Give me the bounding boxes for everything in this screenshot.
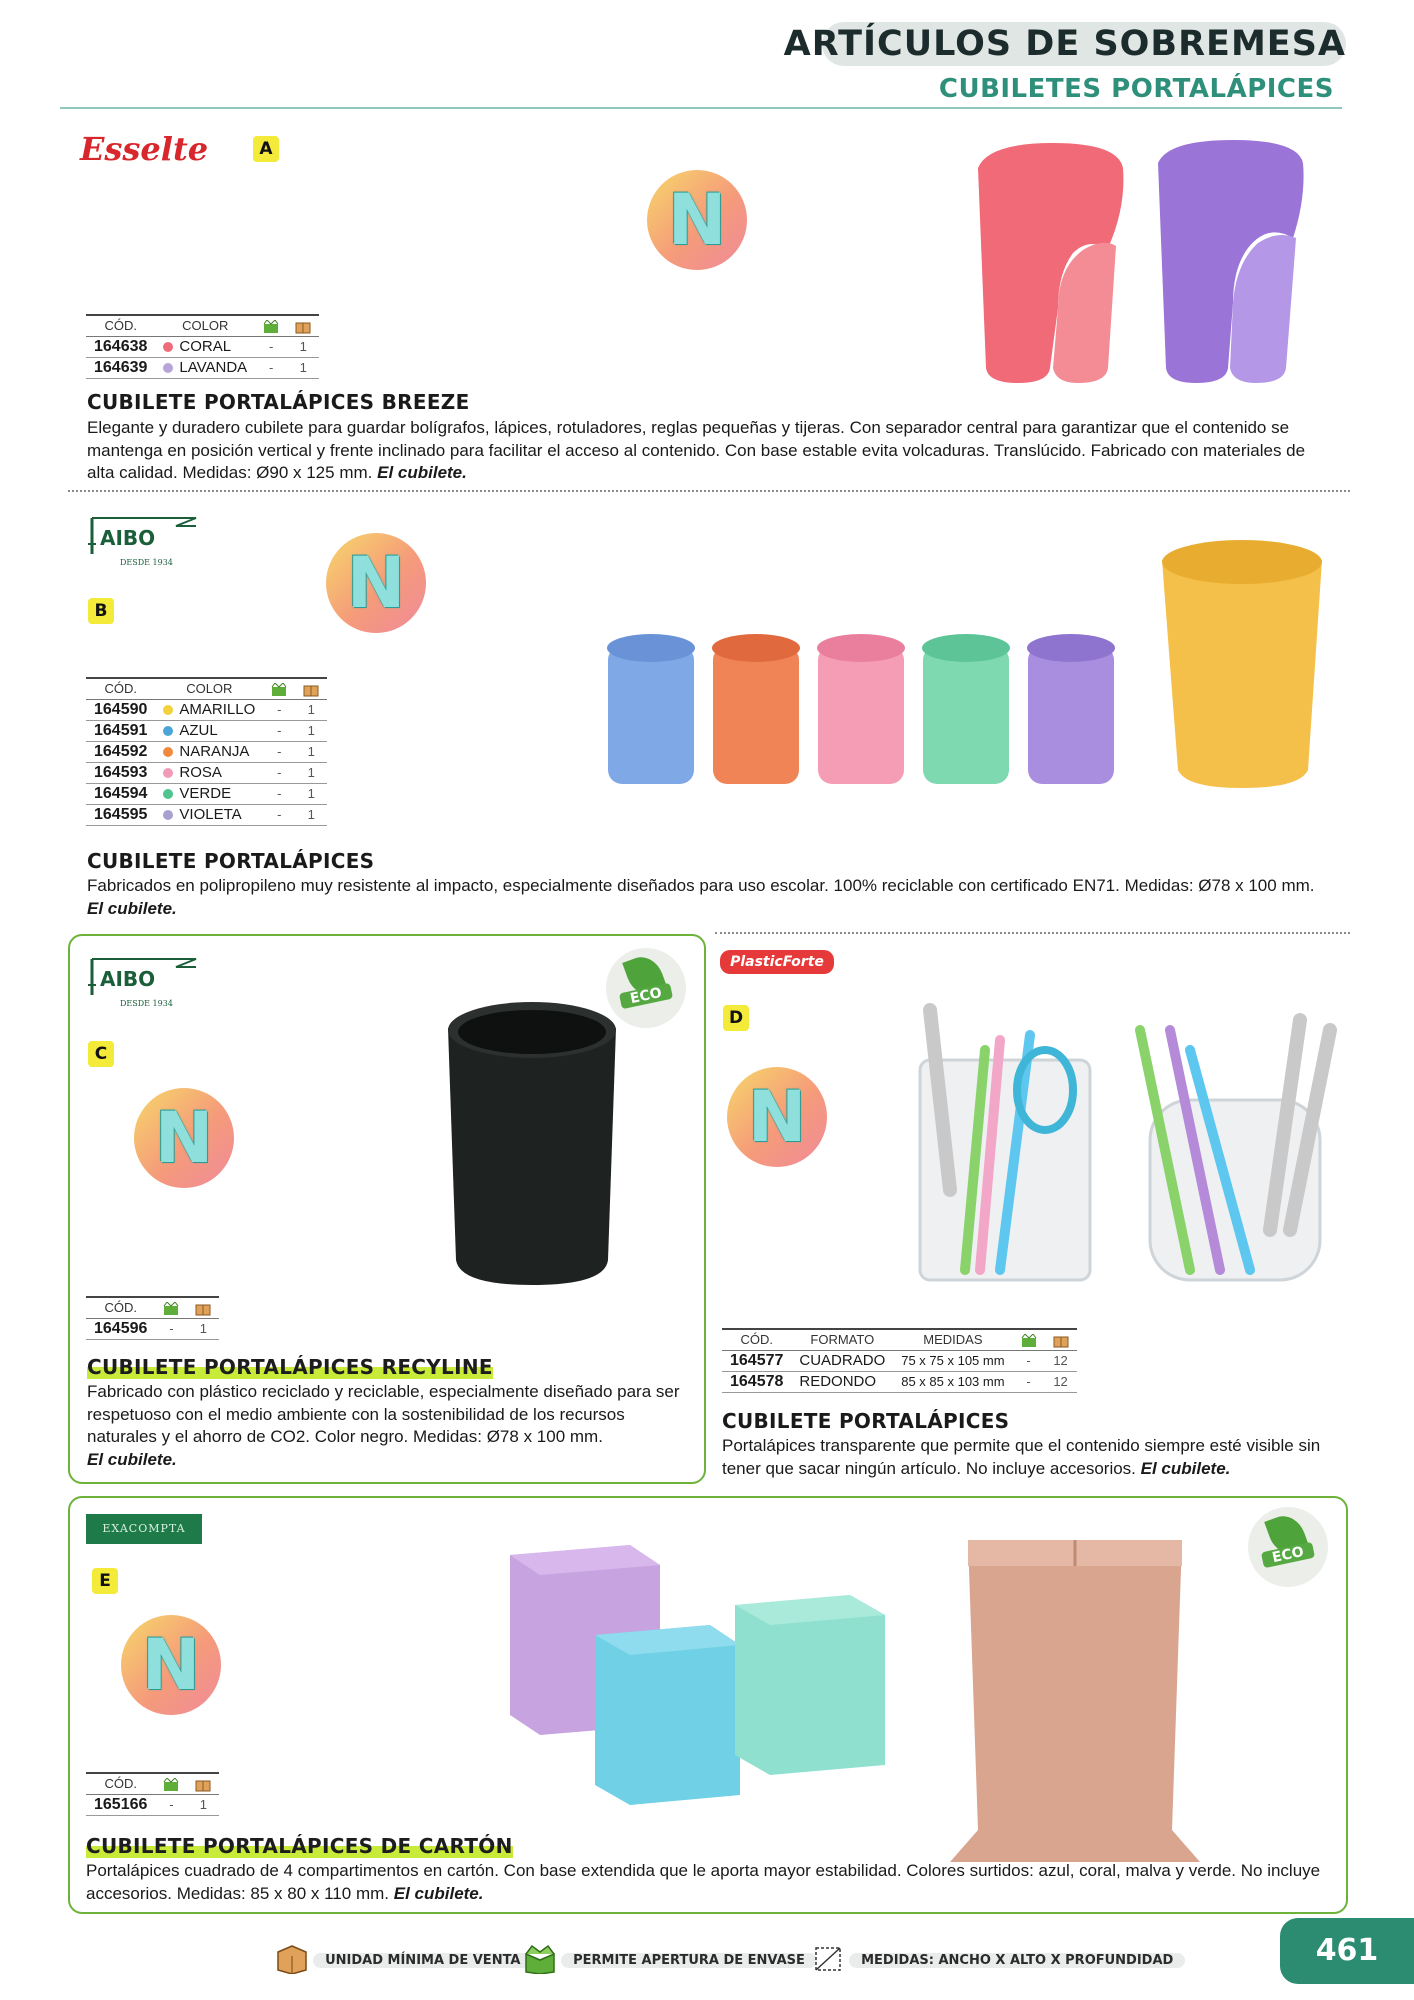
open-package-value: - [1013,1371,1045,1392]
section-letter-c: C [88,1041,114,1067]
description-text: Portalápices transparente que permite que el contenido siempre esté visible sin tener que sacar ningún artículo. No incluye accesorios. [722,1436,1321,1478]
product-color [155,720,263,741]
min-unit-value: 1 [295,762,327,783]
description-emphasis: El cubilete. [1140,1458,1231,1478]
table-row [86,1794,219,1815]
section-letter-a: A [253,136,279,162]
brand-tagline: DESDE 1934 [120,999,173,1008]
open-package-value: - [155,1318,187,1339]
product-description-b [87,875,1332,920]
product-color [155,804,263,825]
min-unit-value: 1 [187,1794,219,1815]
table-row [86,804,327,825]
new-badge: N [727,1067,827,1167]
product-image-transparentes [890,990,1340,1290]
min-unit-value: 1 [287,357,319,378]
product-image-breeze [958,138,1338,388]
col-header-color: COLOR [155,678,263,699]
col-header-cod: CÓD. [722,1329,791,1350]
brand-logo-esselte: Esselte [80,130,209,168]
description-text: Fabricados en polipropileno muy resistente al impacto, especialmente diseñados para uso escolar. 100% reciclable con certificado EN71. Medidas: Ø78 x 100 mm. [87,876,1315,895]
product-table-a [86,314,319,379]
min-unit-icon [187,1773,219,1794]
page-number: 461 [1280,1918,1414,1984]
page-subtitle: CUBILETES PORTALÁPICES [938,74,1334,104]
product-code: 164596 [86,1318,155,1339]
color-dot [163,768,173,778]
min-unit-value: 1 [295,720,327,741]
product-code: 164577 [722,1350,791,1371]
open-package-value: - [255,357,287,378]
open-package-value: - [263,783,295,804]
min-unit-value: 1 [295,741,327,762]
product-color [155,699,263,720]
table-row [722,1371,1077,1392]
product-code: 164594 [86,783,155,804]
color-label: ROSA [179,764,222,782]
brand-name: AIBO [100,967,156,991]
col-header-medidas: MEDIDAS [893,1329,1012,1350]
color-label: LAVANDA [179,359,248,377]
product-description-d [722,1435,1322,1480]
table-row [86,741,327,762]
description-emphasis: El cubilete. [87,1449,177,1469]
page-title: ARTÍCULOS DE SOBREMESA [783,24,1346,64]
min-unit-value: 1 [187,1318,219,1339]
new-badge: N [326,533,426,633]
color-label: VIOLETA [179,806,242,824]
color-dot [163,747,173,757]
legend-measures-label: MEDIDAS: ANCHO X ALTO X PROFUNDIDAD [849,1953,1185,1968]
product-code: 165166 [86,1794,155,1815]
product-table-c [86,1296,219,1340]
min-unit-icon [187,1297,219,1318]
description-emphasis: El cubilete. [377,463,467,482]
product-image-carton-coral [950,1530,1200,1870]
new-badge: N [134,1088,234,1188]
dimensions-icon [810,1944,844,1974]
legend-open-package-label: PERMITE APERTURA DE ENVASE [561,1953,817,1968]
open-package-icon [155,1773,187,1794]
product-title-c: CUBILETE PORTALÁPICES RECYLINE [87,1355,493,1379]
table-row [86,783,327,804]
section-letter-e: E [92,1568,118,1594]
product-code: 164578 [722,1371,791,1392]
open-package-value: - [263,720,295,741]
color-dot [163,363,173,373]
product-description-a [87,417,1332,485]
min-unit-value: 12 [1045,1371,1077,1392]
brand-logo-exacompta: EXACOMPTA [86,1514,202,1544]
product-medidas: 85 x 85 x 103 mm [893,1371,1012,1392]
open-package-icon [1013,1329,1045,1350]
brand-name: AIBO [100,526,156,550]
color-dot [163,342,173,352]
brand-tagline: DESDE 1934 [120,558,173,567]
section-divider [68,490,1350,492]
color-dot [163,789,173,799]
legend-min-unit [274,1944,533,1974]
min-unit-icon [1045,1329,1077,1350]
product-title-e: CUBILETE PORTALÁPICES DE CARTÓN [86,1834,513,1858]
product-table-e [86,1772,219,1816]
color-dot [163,726,173,736]
min-unit-value: 12 [1045,1350,1077,1371]
table-row [86,699,327,720]
description-text: Portalápices cuadrado de 4 compartimentos en cartón. Con base extendida que le aporta mayor estabilidad. Colores surtidos: azul, coral, malva y verde. No incluye accesorios. Medidas: 85 x 80 x 110 mm. [86,1861,1321,1903]
product-code: 164638 [86,336,155,357]
section-letter-d: D [723,1005,749,1031]
eco-label: ECO [1261,1542,1315,1568]
product-title-d: CUBILETE PORTALÁPICES [722,1409,1010,1433]
product-code: 164592 [86,741,155,762]
legend-measures [810,1944,1185,1974]
product-description-e [86,1860,1331,1905]
legend-open-package [522,1944,817,1974]
product-code: 164591 [86,720,155,741]
col-header-cod: CÓD. [86,678,155,699]
min-unit-value: 1 [287,336,319,357]
color-dot [163,810,173,820]
product-image-cubiletes-colores [600,540,1330,790]
product-formato: REDONDO [791,1371,893,1392]
brand-logo-plasticforte: PlasticForte [720,950,834,974]
product-medidas: 75 x 75 x 105 mm [893,1350,1012,1371]
legend-min-unit-label: UNIDAD MÍNIMA DE VENTA [313,1953,532,1968]
col-header-cod: CÓD. [86,1297,155,1318]
new-badge: N [647,170,747,270]
product-code: 164639 [86,357,155,378]
box-icon [274,1944,308,1974]
product-table-b [86,677,327,826]
table-row [86,357,319,378]
open-package-icon [263,678,295,699]
product-title-a: CUBILETE PORTALÁPICES BREEZE [87,390,470,414]
product-code: 164595 [86,804,155,825]
description-emphasis: El cubilete. [393,1883,484,1903]
col-header-formato: FORMATO [791,1329,893,1350]
eco-badge [1248,1507,1328,1587]
open-box-icon [522,1944,556,1974]
product-image-carton-colores [500,1545,940,1815]
brand-logo-faibo [86,955,206,1013]
product-color [155,762,263,783]
min-unit-value: 1 [295,699,327,720]
open-package-icon [255,315,287,336]
product-code: 164590 [86,699,155,720]
section-letter-b: B [88,598,114,624]
section-divider [715,932,1350,934]
description-text: Elegante y duradero cubilete para guardar bolígrafos, lápices, rotuladores, reglas pequeñas y tijeras. Con separador central para garantizar que el contenido se mantenga en posición vertical y frente inclinado para facilitar el acceso al contenido. Con base estable evita volcaduras. Translúcido. Fabricado con materiales de alta calidad. Medidas: Ø90 x 125 mm. [87,418,1306,482]
table-row [86,762,327,783]
min-unit-icon [287,315,319,336]
color-label: AMARILLO [179,701,256,719]
col-header-cod: CÓD. [86,1773,155,1794]
table-row [86,1318,219,1339]
brand-logo-faibo [86,514,206,572]
open-package-icon [155,1297,187,1318]
eco-label: ECO [619,983,673,1009]
min-unit-icon [295,678,327,699]
col-header-color: COLOR [155,315,255,336]
min-unit-value: 1 [295,804,327,825]
open-package-value: - [263,699,295,720]
open-package-value: - [255,336,287,357]
color-label: VERDE [179,785,232,803]
product-description-c [87,1381,687,1471]
product-color [155,741,263,762]
color-label: NARANJA [179,743,250,761]
table-row [722,1350,1077,1371]
product-image-recyline [440,1000,625,1290]
product-formato: CUADRADO [791,1350,893,1371]
product-color [155,336,255,357]
description-text: Fabricado con plástico reciclado y reciclable, especialmente diseñado para ser respetuoso con el medio ambiente con la sostenibilidad de los recursos naturales y el ahorro de CO2. Color negro. Medidas: Ø78 x 100 mm. [87,1382,680,1446]
header-divider [60,107,1342,109]
product-color [155,783,263,804]
color-dot [163,705,173,715]
open-package-value: - [1013,1350,1045,1371]
open-package-value: - [263,804,295,825]
product-table-d [722,1328,1077,1393]
product-code: 164593 [86,762,155,783]
min-unit-value: 1 [295,783,327,804]
new-badge: N [121,1615,221,1715]
table-row [86,720,327,741]
product-color [155,357,255,378]
description-emphasis: El cubilete. [87,898,177,918]
open-package-value: - [155,1794,187,1815]
product-title-b: CUBILETE PORTALÁPICES [87,849,375,873]
open-package-value: - [263,762,295,783]
color-label: AZUL [179,722,218,740]
open-package-value: - [263,741,295,762]
color-label: CORAL [179,338,232,356]
col-header-cod: CÓD. [86,315,155,336]
table-row [86,336,319,357]
